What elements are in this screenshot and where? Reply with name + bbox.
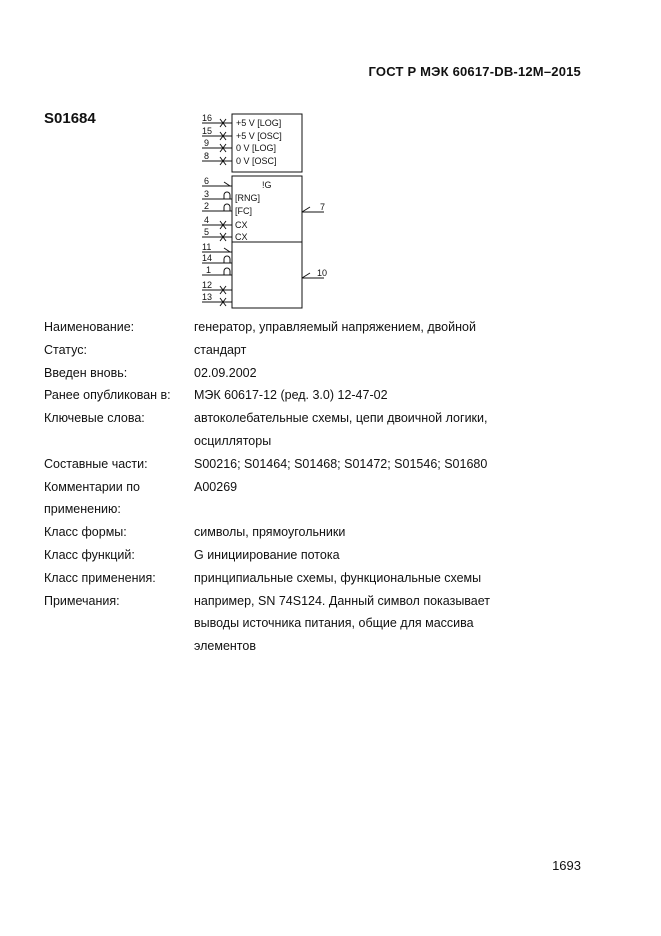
section-2-box bbox=[232, 242, 302, 308]
property-row bbox=[44, 544, 604, 567]
property-row bbox=[44, 316, 604, 339]
pin-8: 8 bbox=[204, 151, 210, 161]
pin-11: 11 bbox=[202, 242, 212, 252]
property-row bbox=[44, 590, 604, 658]
pin-12: 12 bbox=[202, 280, 213, 290]
pin-7: 7 bbox=[320, 202, 326, 212]
property-value: МЭК 60617-12 (ред. 3.0) 12-47-02 bbox=[194, 388, 388, 403]
pin-1: 1 bbox=[206, 265, 212, 275]
property-row bbox=[44, 407, 604, 453]
property-row bbox=[44, 476, 604, 522]
pin-4: 4 bbox=[204, 215, 210, 225]
property-label: Комментарии по применению: bbox=[44, 479, 140, 517]
pin-9: 9 bbox=[204, 138, 210, 148]
property-value: A00269 bbox=[194, 479, 238, 494]
property-value: 02.09.2002 bbox=[194, 365, 257, 380]
property-label: Ранее опубликован в: bbox=[44, 388, 171, 403]
pin-5: 5 bbox=[204, 227, 210, 237]
property-label: Класс применения: bbox=[44, 570, 156, 585]
pin-14: 14 bbox=[202, 253, 213, 263]
section-1-label-fc: [FC] bbox=[235, 206, 252, 216]
property-value: стандарт bbox=[194, 342, 247, 357]
property-label: Введен вновь: bbox=[44, 365, 128, 380]
property-value: принципиальные схемы, функциональные схемы bbox=[194, 570, 482, 585]
page-number: 1693 bbox=[552, 858, 581, 873]
property-row bbox=[44, 521, 604, 544]
property-label: Составные части: bbox=[44, 456, 148, 471]
property-label: Наименование: bbox=[44, 320, 135, 334]
power-label-3: 0 V [LOG] bbox=[236, 143, 277, 153]
section-1-label-cx1: CX bbox=[235, 220, 248, 230]
property-value: автоколебательные схемы, цепи двоичной логики, осцилляторы bbox=[194, 411, 488, 448]
pin-13: 13 bbox=[202, 292, 213, 302]
logic-symbol-drawing bbox=[196, 112, 346, 312]
property-value: например, SN 74S124. Данный символ показывает выводы источника питания, общие для массива элементов bbox=[194, 593, 491, 654]
section-1-label-cx2: CX bbox=[235, 232, 248, 242]
property-label: Примечания: bbox=[44, 593, 120, 608]
property-label: Статус: bbox=[44, 342, 87, 357]
property-value: символы, прямоугольники bbox=[194, 525, 346, 540]
property-row bbox=[44, 339, 604, 362]
power-label-2: +5 V [OSC] bbox=[236, 131, 282, 141]
power-label-1: +5 V [LOG] bbox=[236, 118, 282, 128]
pin-16: 16 bbox=[202, 113, 213, 123]
pin-10: 10 bbox=[317, 268, 328, 278]
property-label: Класс формы: bbox=[44, 525, 127, 540]
pin-6: 6 bbox=[204, 176, 210, 186]
properties-table bbox=[44, 316, 604, 658]
standard-header: ГОСТ Р МЭК 60617-DB-12M–2015 bbox=[368, 64, 581, 79]
property-value: генератор, управляемый напряжением, двойной bbox=[194, 320, 476, 334]
power-label-4: 0 V [OSC] bbox=[236, 156, 277, 166]
property-row bbox=[44, 453, 604, 476]
pin-2: 2 bbox=[204, 201, 210, 211]
section-1-label-g: !G bbox=[262, 180, 272, 190]
property-row bbox=[44, 384, 604, 407]
property-label: Класс функций: bbox=[44, 547, 135, 562]
pin-3: 3 bbox=[204, 189, 210, 199]
property-row bbox=[44, 362, 604, 385]
property-value: G инициирование потока bbox=[194, 547, 340, 562]
symbol-code: S01684 bbox=[44, 110, 96, 127]
pin-15: 15 bbox=[202, 126, 213, 136]
property-label: Ключевые слова: bbox=[44, 411, 145, 426]
property-row bbox=[44, 567, 604, 590]
property-value: S00216; S01464; S01468; S01472; S01546; S01680 bbox=[194, 456, 488, 471]
section-1-label-rng: [RNG] bbox=[235, 193, 261, 203]
